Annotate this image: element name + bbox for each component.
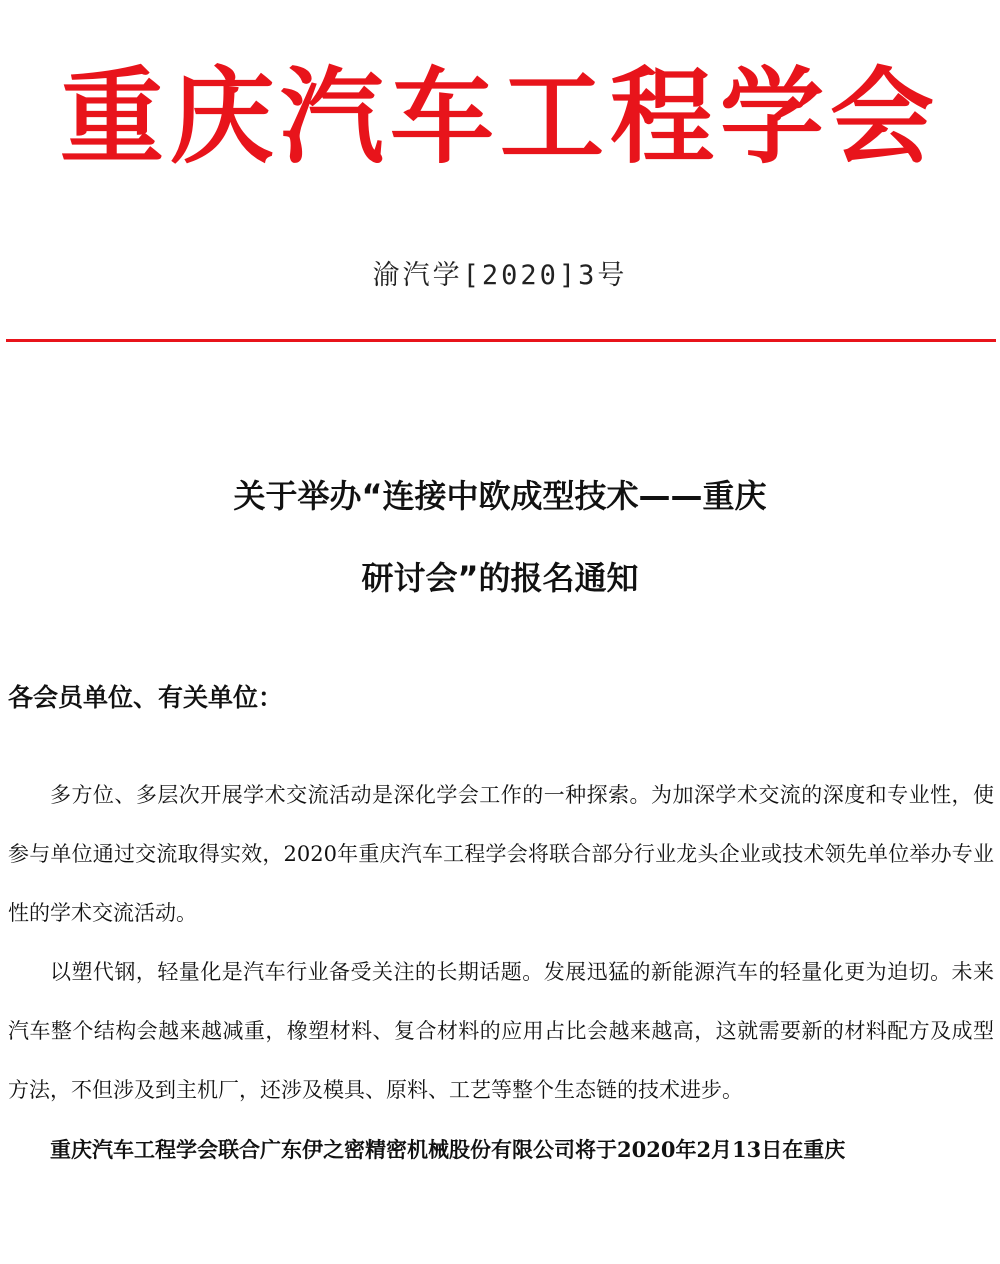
organization-masthead: 重庆汽车工程学会 bbox=[59, 55, 940, 178]
paragraph-1: 多方位、多层次开展学术交流活动是深化学会工作的一种探索。为加深学术交流的深度和专业性，使参与单位通过交流取得实效，2020年重庆汽车工程学会将联合部分行业龙头企业或技术领先单位举办专业性的学术交流活动。 bbox=[8, 783, 994, 925]
salutation: 各会员单位、有关单位： bbox=[8, 683, 284, 712]
document-number: 渝汽学[2020]3号 bbox=[372, 260, 628, 291]
notice-title-line-2: 研讨会”的报名通知 bbox=[361, 559, 639, 597]
notice-body bbox=[8, 766, 994, 1179]
header-divider bbox=[6, 339, 996, 342]
notice-title-line-1: 关于举办“连接中欧成型技术——重庆 bbox=[233, 477, 767, 515]
paragraph-2: 以塑代钢，轻量化是汽车行业备受关注的长期话题。发展迅猛的新能源汽车的轻量化更为迫切。未来汽车整个结构会越来越减重，橡塑材料、复合材料的应用占比会越来越高，这就需要新的材料配方及成型方法，不但涉及到主机厂，还涉及模具、原料、工艺等整个生态链的技术进步。 bbox=[8, 960, 994, 1102]
paragraph-3: 重庆汽车工程学会联合广东伊之密精密机械股份有限公司将于2020年2月13日在重庆 bbox=[50, 1137, 846, 1162]
